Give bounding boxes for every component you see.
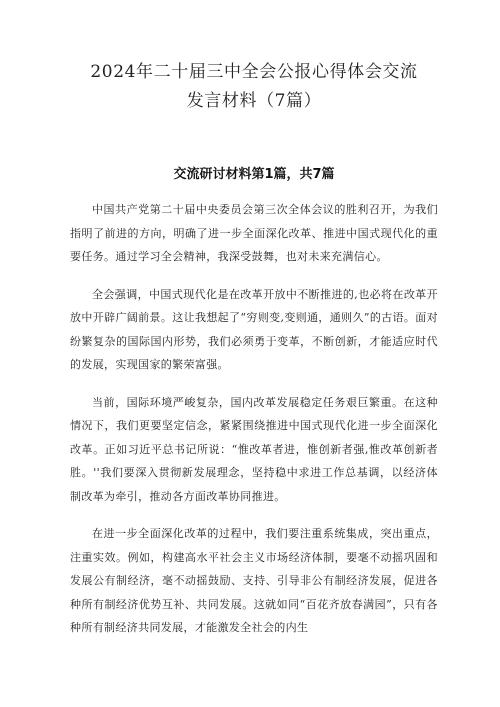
- paragraph-2: 全会强调，中国式现代化是在改革开放中不断推进的,也必将在改革开放中开辟广阔前景。这让我想起了“穷则变,变则通，通则久”的古语。面对纷繁复杂的国际国内形势，我们必须勇于变革，不断创新，才能适应时代的发展，实现国家的繁荣富强。: [70, 287, 438, 371]
- title-line-2: 发言材料（7篇）: [186, 91, 322, 111]
- paragraph-4: 在进一步全面深化改革的过程中，我们要注重系统集成，突出重点，注重实效。例如，构建高水平社会主义市场经济体制，要毫不动摇巩固和发展公有制经济，毫不动摇鼓励、支持、引导非公有制经济发展，促进各种所有制经济优势互补、共同发展。这就如同“百花齐放春满园”，只有各种所有制经济共同发展，才能激发全社会的内生: [70, 527, 438, 634]
- document-title: [70, 58, 438, 116]
- paragraph-1: 中国共产党第二十届中央委员会第三次全体会议的胜利召开，为我们指明了前进的方向，明确了进一步全面深化改革、推进中国式现代化的重要任务。通过学习全会精神，我深受鼓舞，也对未来充满信心。: [70, 203, 438, 263]
- title-line-1: 2024年二十届三中全会公报心得体会交流: [90, 62, 418, 82]
- paragraph-3: 当前，国际环境严峻复杂，国内改革发展稳定任务艰巨繁重。在这种情况下，我们更要坚定信念，紧紧围绕推进中国式现代化进一步全面深化改革。正如习近平总书记所说：“惟改革者进，惟创新者强,惟改革创新者胜。''我们要深入贯彻新发展理念，坚持稳中求进工作总基调，以经济体制改革为牵引，推动各方面改革协同推进。: [70, 395, 438, 503]
- section-subtitle: 交流研讨材料第1篇，共7篇: [173, 167, 335, 182]
